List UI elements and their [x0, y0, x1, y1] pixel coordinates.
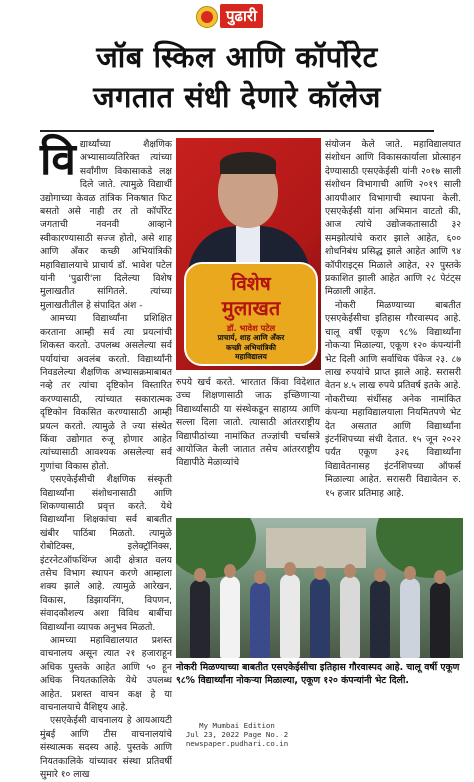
- students-group-photo: [176, 518, 463, 658]
- photo-caption: नोकरी मिळण्याच्या बाबतीत एसएकेईसीचा इतिहास गौरवास्पद आहे. चालू वर्षी एकूण ९८% विद्यार्थ्यांना नोकऱ्या मिळाल्या, एकूण १२० कंपन्यांनी भेट दिली.: [176, 662, 460, 686]
- student-figure: [340, 576, 360, 658]
- student-figure: [220, 576, 240, 658]
- article-paragraph: एसएकेईसीची शैक्षणिक संस्कृती विद्यार्थ्यांना संशोधनासाठी आणि शिकण्यासाठी प्रवृत्त करते. येथे विद्यार्थ्यांना शिक्षकांचा सर्व बाबतीत खंबीर पाठिंबा मिळतो. त्यामुळे रोबोटिक्स, इलेक्ट्रॉनिक्स, इंटरनेटऑफथिंग्ज आदी क्षेत्रात वलय तसेच विभाग स्थापन करणे आम्हाला शक्य झाले आहे. त्यामुळे आरेखन, विकास, डिझायनिंग, विपणन, संवादकौशल्य अशा विविध बाबींचा विद्यार्थ्यांना व्यापक अनुभव मिळतो.: [40, 474, 172, 633]
- article-middle-column: [176, 376, 320, 470]
- photo-tree: [176, 518, 256, 578]
- principal-designation: प्राचार्य, शाह आणि ॲंकर: [217, 333, 285, 343]
- headline-line-1: जॉब स्किल आणि कॉर्पोरेट: [96, 40, 378, 74]
- headline-line-2: जगतात संधी देणारे कॉलेज: [93, 80, 381, 114]
- student-figure: [400, 578, 420, 658]
- article-paragraph: रुपये खर्च करते. भारतात किंवा विदेशात उच्च शिक्षणासाठी जाऊ इच्छिणाऱ्या विद्यार्थ्यांसाठी या संस्थेकडून साहाय्य आणि सल्ला दिला जातो. त्यासाठी आंतरराष्ट्रीय विद्यापीठांच्या नामांकित तज्ज्ञांची चर्चासत्रे आयोजित केली जातात तसेच आंतरराष्ट्रीय विद्यापीठे मेळाव्यांचे: [176, 377, 320, 469]
- footer-site-link[interactable]: newspaper.pudhari.co.in: [185, 739, 289, 748]
- newspaper-logo[interactable]: पुढारी: [220, 4, 263, 28]
- portrait-hair: [220, 152, 276, 174]
- student-figure: [250, 582, 270, 658]
- article-paragraph: संयोजन केले जाते. महाविद्यालयात संशोधन आणि विकासकार्याला प्रोत्साहन देण्यासाठी एसएकेईसी यांनी २०१७ साली संशोधन विभागाची आणि २०१९ साली आयपीआर विभागाची स्थापना केली. एसएकेईसी यांना अभिमान वाटतो की, आज त्यांचे उद्योजकतासाठी ३२ समझोत्यांचे करार झाले आहेत, ६०० शोधनिबंध प्रसिद्ध झाले आहेत आणि ९४ कॉपीराइट्स मिळाले आहेत, २२ पुस्तके प्रकाशित झाली आहेत आणि २८ पेटंट्स मिळाली आहेत.: [325, 139, 461, 298]
- principal-portrait: [176, 138, 321, 370]
- newspaper-seal-icon: [196, 6, 218, 28]
- article-left-column: [40, 134, 172, 782]
- article-paragraph: द्यार्थ्यांच्या शैक्षणिक अभ्यासाव्यतिरिक्त त्यांच्या सर्वांगीण विकासाकडे लक्ष दिले जाते. त्यामुळे विद्यार्थी उद्योगाच्या केवळ तांत्रिक निकषात फिट बसतो असे नाही तर तो कॉर्पोरेट जगताची नवनवी आव्हाने स्वीकारण्यासाठी सज्ज होतो, असे शाह आणि ॲंकर कच्छी अभियांत्रिकी महाविद्यालयाचे प्राचार्य डॉ. भावेश पटेल यांनी 'पुढारी'ला दिलेल्या विशेष मुलाखतीत सांगितले. त्यांच्या मुलाखतीतील हे संपादित अंश -: [40, 139, 172, 311]
- drop-cap: वि: [40, 134, 76, 185]
- footer-edition: My Mumbai Edition: [199, 721, 275, 730]
- interview-banner: [184, 262, 318, 366]
- article-right-column: [325, 138, 461, 500]
- banner-title-special: विशेष: [231, 273, 271, 295]
- article-paragraph: नोकरी मिळण्याच्या बाबतीत एसएकेईसीचा इतिहास गौरवास्पद आहे. चालू वर्षी एकूण ९८% विद्यार्थ्यांना नोकऱ्या मिळाल्या, एकूण १२० कंपन्यांनी भेट दिली आणि सर्वाधिक पॅकेज २३. ८७ लाख रुपयांचे प्राप्त झाले आहे. सरासरी वेतन ४.५ लाख रुपये प्रतिवर्ष इतके आहे. नोकरीच्या संधींसह अनेक नामांकित कंपन्या महाविद्यालयाला नियमितपणे भेट देत असतात आणि विद्यार्थ्यांना इंटर्नशिपच्या संधी देतात. १५ जून २०२२ पर्यंत एकूण ३२६ विद्यार्थ्यांना विद्यावेतनासह इंटर्नशिपच्या ऑफर्स मिळाल्या आहेत. सरासरी विद्यावेतन रु. १५ हजार प्रतिमाह आहे.: [325, 299, 461, 499]
- institution-line-2: महाविद्यालय: [235, 352, 267, 362]
- banner-title-interview: मुलाखत: [221, 296, 281, 320]
- banner-credits: [186, 324, 316, 362]
- article-paragraph: एसएकेईसी वाचनालय हे आयआयटी मुंबई आणि टीस वाचनालयांचे संस्थात्मक सदस्य आहे. पुस्तके आणि नियतकालिके यांच्यावर संस्था प्रतिवर्षी सुमारे १० लाख: [40, 715, 172, 781]
- student-figure: [280, 574, 300, 658]
- student-figure: [190, 580, 210, 658]
- principal-name: डॉ. भावेश पटेल: [226, 323, 276, 333]
- student-figure: [430, 582, 450, 658]
- page-footer: [0, 721, 474, 748]
- article-paragraph: आमच्या महाविद्यालयात प्रशस्त वाचनालय असून त्यात २१ हजाराहून अधिक पुस्तके आहेत आणि ५० हून अधिक नियतकालिके येथे उपलब्ध आहेत. प्रशस्त वाचन कक्ष हे या वाचनालयाचे वैशिष्ट्य आहे.: [40, 635, 172, 714]
- photo-tree: [376, 518, 463, 578]
- headline-divider: [40, 130, 434, 132]
- institution-line-1: कच्छी अभियांत्रिकी: [226, 342, 276, 352]
- footer-date-page: Jul 23, 2022 Page No. 2: [185, 730, 289, 739]
- student-figure: [310, 578, 330, 658]
- photo-building: [266, 528, 366, 568]
- student-figure: [370, 580, 390, 658]
- article-paragraph: आमच्या विद्यार्थ्यांना प्रशिक्षित करताना आम्ही सर्व त्या प्रयत्नांची शिकस्त करतो. उपलब्ध असलेल्या सर्व पर्यायांचा अवलंब करतो. विद्यार्थ्यांनी निवडलेल्या शैक्षणिक अभ्यासक्रमाबाबत नव्हे तर त्यांचा दृष्टिकोन विस्तारित करण्यासाठी, त्यांच्यात सकारात्मक दृष्टिकोन विकसित करण्यासाठी आम्ही प्रयत्न करतो. त्यामुळे ते ज्या संस्थेत किंवा उद्योगात रुजू होणार आहेत त्यांच्यासाठी आवश्यक असलेल्या सर्व गुणांचा विकास होतो.: [40, 313, 172, 472]
- masthead: [0, 0, 474, 34]
